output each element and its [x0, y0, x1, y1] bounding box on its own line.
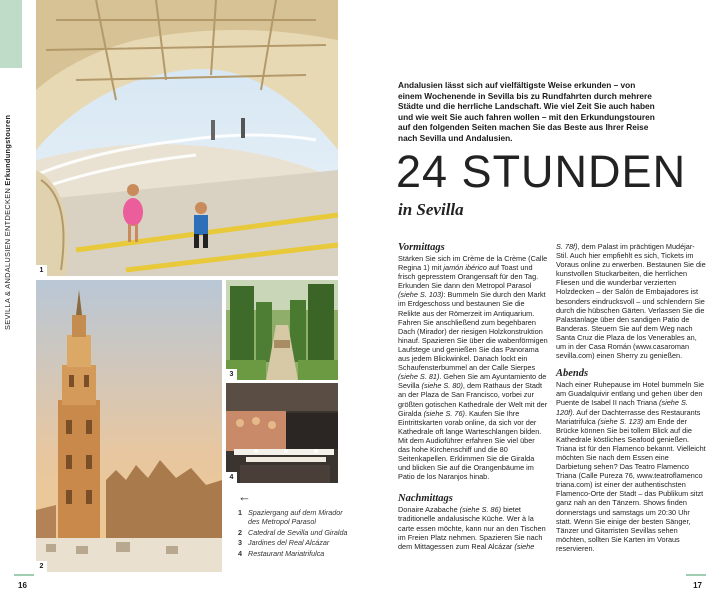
paragraph-vormittags: Stärken Sie sich im Crème de la Crème (Calle Regina 1) mit jamón ibérico auf Toast und frisch gepresstem Orangensaft für den Tag. Erkunden Sie dann den Metropol Parasol (siehe S. 103): Bummeln Sie durch den Markt im Erdgeschoss und bestaunen Sie die Relikte aus der Römerzeit im Antiquarium. Fahren Sie anschließend zum begehbaren Dach (Mirador) der riesigen Holzkonstruktion hinauf. Spazieren Sie über die wabenförmigen Laufstege und genießen Sie das Panorama aus jedem Blickwinkel. Danach lockt ein Schaufensterbummel an der Calle Sierpes (siehe S. 81). Gehen Sie am Ayuntamiento de Sevilla (siehe S. 80), dem Rathaus der Stadt an der Plaza de San Francisco, vorbei zur größten gotischen Kathedrale der Welt mit der Giralda (siehe S. 76). Kaufen Sie Ihre Eintrittskarten vorab online, da sich vor der Kathedrale oft lange Warteschlangen bilden. Mit dem Audioführer erfahren Sie viel über das hohe Kirchenschiff und die 80 Seitenkapellen. Erklimmen Sie die Giralda und blicken Sie auf die Orangenbäume im Patio de los Naranjos hinab. — [398, 254, 548, 482]
paragraph-abends: Nach einer Ruhepause im Hotel bummeln Sie am Guadalquivir entlang und gehen über den Puente de Isabel II nach Triana (siehe S. 120f). Auf der Dachterrasse des Restaurants Mariatrifulca (siehe S. 123) am Ende der Brücke können Sie bei tollem Blick auf die Kathedrale köstliches Seafood genießen. Triana ist für den Flamenco bekannt. Vielleicht möchten Sie nach dem Essen eine Darbietung sehen? Das Teatro Flamenco Triana (Calle Pureza 76, www.teatroflamenco triana.com) ist einer der authentischsten Flamenco-Orte der Stadt – das Publikum sitzt ganz nah an den Tänzern. Shows finden donnerstags und samstags um 20:30 Uhr statt. Wenn Sie einige der besten Sänger, Tänzer und Gitarristen Sevillas sehen möchten, sollten Sie Karten im Voraus reservieren. — [556, 380, 706, 553]
photo-number: 4 — [226, 472, 237, 483]
heading-vormittags: Vormittags — [398, 242, 445, 253]
running-header — [3, 70, 19, 330]
text-column-1 — [398, 242, 548, 551]
gardens-image — [226, 280, 338, 380]
caption-item: 3 Jardines del Real Alcázar — [238, 538, 330, 548]
footer-rule-left — [14, 574, 34, 576]
intro-paragraph: Andalusien lässt sich auf vielfältigste Weise erkunden – von einem Wochenende in Sevilla bis zu Rundfahrten durch mehrere Städte und die herrliche Landschaft. Wie viel Zeit Sie auch haben und wie weit Sie auch fahren wollen – mit den Erkundungstouren auf den folgenden Seiten machen Sie das Beste aus Ihrer Reise nach Sevilla und Andalusien. — [398, 80, 655, 143]
arrow-left-icon: ← — [238, 489, 251, 504]
chapter-color-tab — [0, 0, 22, 68]
metropol-parasol-image — [36, 0, 338, 276]
restaurant-image — [226, 383, 338, 483]
heading-nachmittags: Nachmittags — [398, 493, 453, 505]
text-column-2 — [556, 242, 706, 553]
photo-alcazar-gardens — [226, 280, 338, 380]
photo-number: 3 — [226, 369, 237, 380]
photo-restaurant — [226, 383, 338, 483]
section-label: SEVILLA & ANDALUSIEN ENTDECKEN — [3, 187, 12, 330]
page-title: 24 STUNDEN — [396, 146, 687, 197]
photo-giralda — [36, 280, 222, 572]
photo-number: 2 — [36, 561, 47, 572]
caption-item: 2 Catedral de Sevilla und Giralda — [238, 527, 348, 537]
caption-item: 1 Spaziergang auf dem Mirador des Metropol Parasol — [238, 508, 343, 527]
heading-abends: Abends — [556, 368, 589, 380]
chapter-label: Erkundungstouren — [3, 114, 12, 186]
footer-rule-right — [686, 574, 706, 576]
page-subtitle: in Sevilla — [398, 200, 464, 219]
giralda-image — [36, 280, 222, 572]
page-number-left: 16 — [18, 581, 27, 590]
caption-item: 4 Restaurant Mariatrifulca — [238, 548, 325, 558]
page-number-right: 17 — [693, 581, 702, 590]
paragraph-nachmittags-end: S. 78f), dem Palast im prächtigen Mudéjar-Stil. Auch hier empfiehlt es sich, Tickets im Voraus online zu erwerben. Bestaunen Sie die kunstvollen Stuckarbeiten, die herrlichen Fliesen und die wunderbar verzierten Holzdecken – der Salón de Embajadores ist besonders eindrucksvoll – und schlendern Sie durch die hübschen Gärten. Verlassen Sie die Palastanlage über den sandigen Patio de Banderas. Steuern Sie auf dem Weg nach Santa Cruz die Plaza de los Venerables an, um in der Casa Román (www.casaroman sevilla.com) einen Sherry zu genießen. — [556, 242, 706, 361]
paragraph-nachmittags-start: Donaire Azabache (siehe S. 86) bietet traditionelle andalusische Küche. Wer à la carte essen möchte, kann nur an den Tischen im Freien Platz nehmen. Spazieren Sie nach dem Mittagessen zum Real Alcázar (siehe — [398, 505, 546, 551]
photo-captions — [238, 489, 348, 559]
photo-number: 1 — [36, 265, 47, 276]
photo-metropol-parasol — [36, 0, 338, 276]
